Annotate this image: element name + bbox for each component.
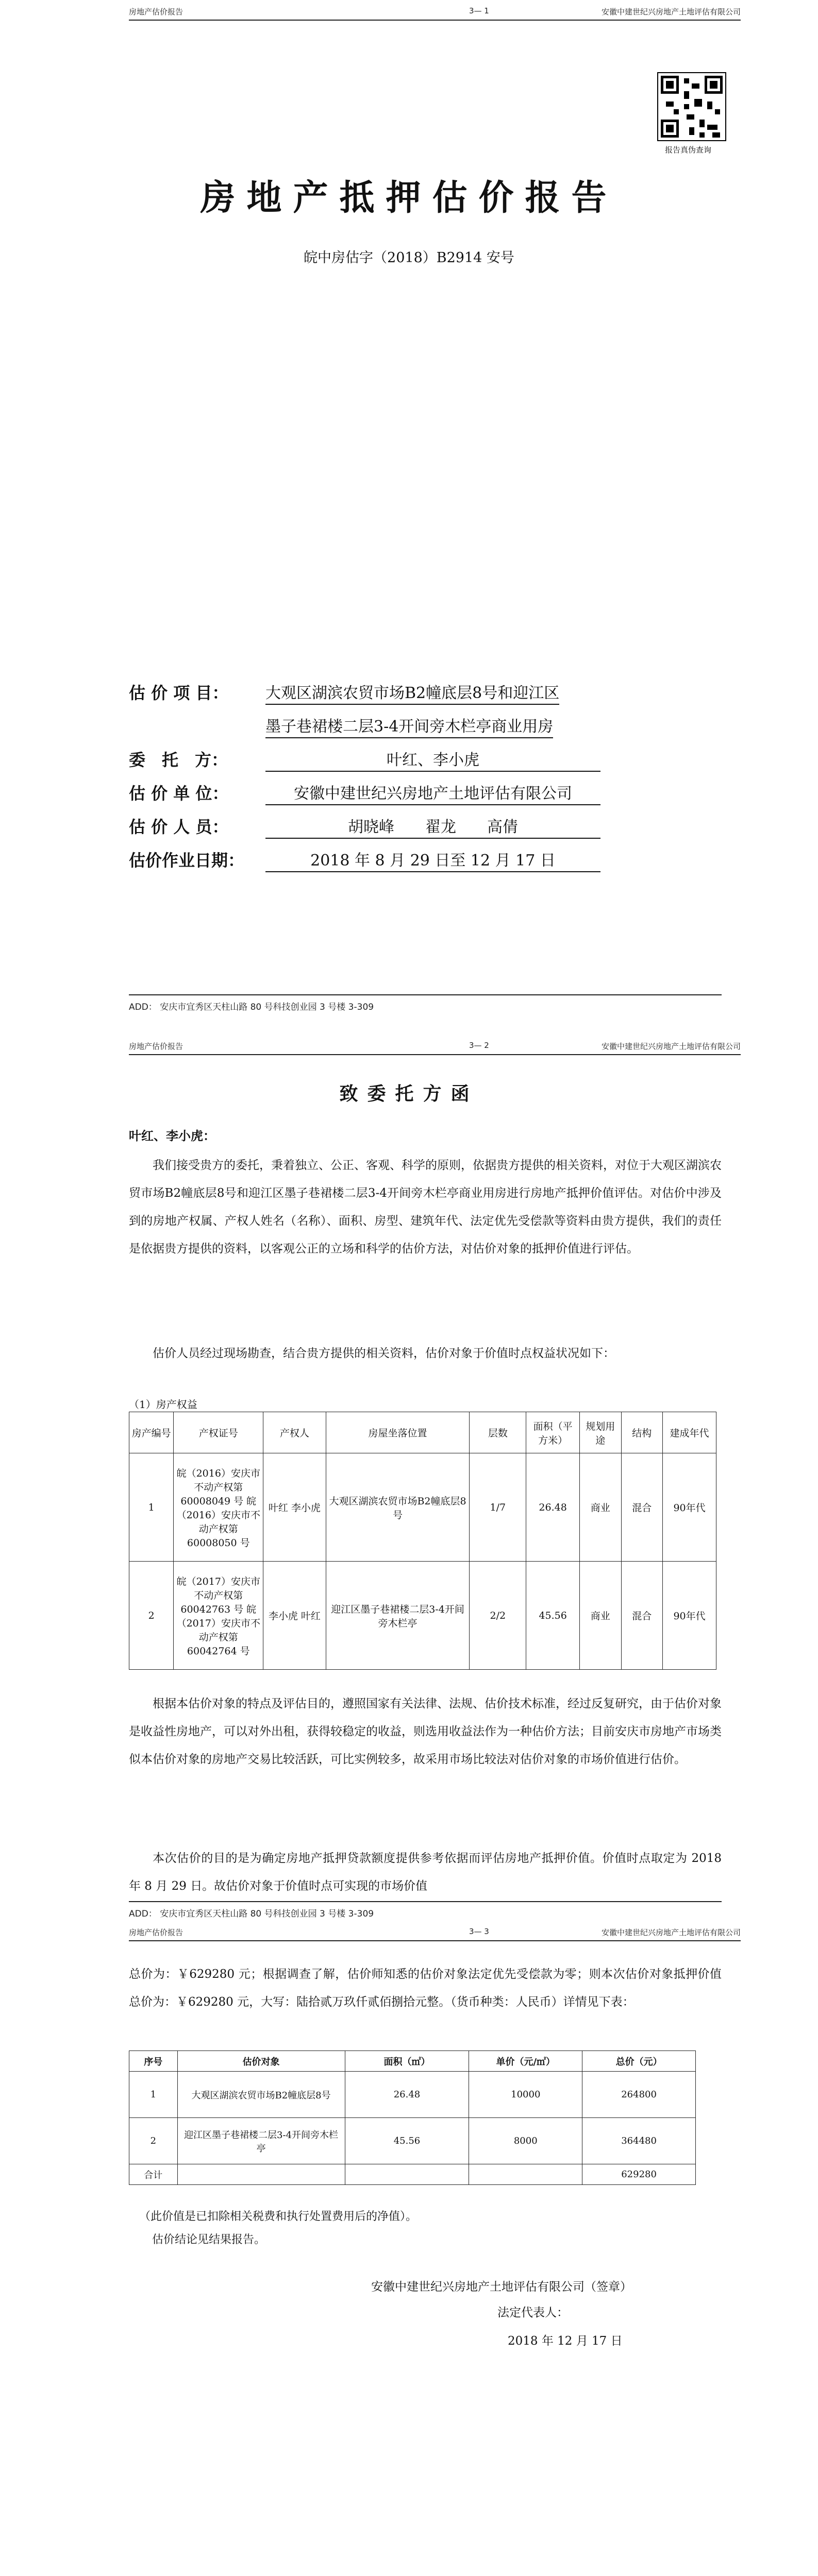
- table-row: [129, 2072, 696, 2118]
- col-header: 面积（㎡）: [345, 2051, 469, 2072]
- field-project-value: 大观区湖滨农贸市场B2幢底层8号和迎江区: [265, 680, 559, 705]
- unit-name: 安徽中建世纪兴房地产土地评估有限公司: [294, 785, 572, 803]
- letter-paragraph-2: 估价人员经过现场勘查，结合贵方提供的相关资料，估价对象于价值时点权益状况如下：: [153, 1347, 615, 1360]
- summary-note-1: （此价值是已扣除相关税费和执行处置费用后的净值）。: [139, 2210, 418, 2223]
- cell-no: 1: [129, 1453, 174, 1562]
- letter-title: 致委托方函: [339, 1083, 479, 1105]
- table-row: [129, 2118, 696, 2164]
- col-header: 估价对象: [177, 2051, 345, 2072]
- work-dates: 2018 年 8 月 29 日至 12 月 17 日: [310, 852, 556, 870]
- cell-total-label: 合计: [129, 2164, 178, 2185]
- sign-representative: 法定代表人：: [497, 2306, 569, 2319]
- page-footer: [129, 1901, 722, 1919]
- cell-unit-price: 10000: [469, 2072, 582, 2118]
- cell-floor: 2/2: [470, 1562, 526, 1670]
- client-names: 叶红、李小虎: [387, 751, 479, 769]
- qr-code-icon: [657, 72, 726, 141]
- field-date-label: 估价作业日期：: [129, 851, 245, 870]
- cell-use: 商业: [580, 1562, 622, 1670]
- header-right: 安徽中建世纪兴房地产土地评估有限公司: [601, 1928, 741, 1937]
- sign-company: 安徽中建世纪兴房地产土地评估有限公司（签章）: [371, 2280, 632, 2294]
- header-rule: [129, 1940, 741, 1941]
- cell-empty: [345, 2164, 469, 2185]
- cell-owner: 叶红 李小虎: [263, 1453, 326, 1562]
- header-rule: [129, 20, 741, 21]
- field-project-value2: 墨子巷裙楼二层3-4开间旁木栏亭商业用房: [265, 714, 553, 738]
- cell-year: 90年代: [663, 1453, 716, 1562]
- letter-paragraph-4: 本次估价的目的是为确定房地产抵押贷款额度提供参考依据而评估房地产抵押价值。价值时点取定为 2018 年 8 月 29 日。故估价对象于价值时点可实现的市场价值: [129, 1852, 722, 1893]
- col-header: 房产编号: [129, 1412, 174, 1453]
- table-row: [129, 1453, 716, 1562]
- header-page: 3— 2: [469, 1041, 489, 1050]
- cell-structure: 混合: [621, 1453, 663, 1562]
- cell-area: 26.48: [345, 2072, 469, 2118]
- field-date-value: [265, 848, 600, 872]
- report-doc-no: 皖中房估字（2018）B2914 安号: [304, 250, 514, 266]
- cell-floor: 1/7: [470, 1453, 526, 1562]
- letter-paragraph-3: 根据本估价对象的特点及评估目的，遵照国家有关法律、法规、估价技术标准，经过反复研究，由于估价对象是收益性房地产，可以对外出租，获得较稳定的收益，则选用收益法作为一种估价方法；目前安庆市房地产市场类似本估价对象的房地产交易比较活跃，可比实例较多，故采用市场比较法对估价对象的市场价值进行估价。: [129, 1697, 722, 1766]
- cell-owner: 李小虎 叶红: [263, 1562, 326, 1670]
- col-header: 规划用途: [580, 1412, 622, 1453]
- header-right: 安徽中建世纪兴房地产土地评估有限公司: [601, 7, 741, 16]
- field-project-label: 估 价 项 目：: [129, 683, 229, 703]
- cell-no: 1: [129, 2072, 178, 2118]
- col-header: 序号: [129, 2051, 178, 2072]
- col-header: 建成年代: [663, 1412, 716, 1453]
- cell-unit-price: 8000: [469, 2118, 582, 2164]
- property-table: [129, 1412, 716, 1670]
- col-header: 层数: [470, 1412, 526, 1453]
- cell-year: 90年代: [663, 1562, 716, 1670]
- cell-no: 2: [129, 1562, 174, 1670]
- cell-object: 大观区湖滨农贸市场B2幢底层8号: [177, 2072, 345, 2118]
- field-staff-label: 估 价 人 员：: [129, 817, 229, 837]
- header-page: 3— 3: [469, 1927, 489, 1936]
- header-left: 房地产估价报告: [129, 7, 183, 16]
- summary-note-2: 估价结论见结果报告。: [152, 2233, 266, 2246]
- cell-cert: 皖（2016）安庆市不动产权第 60008049 号 皖（2016）安庆市不动产权第 60008050 号: [174, 1453, 263, 1562]
- cell-location: 大观区湖滨农贸市场B2幢底层8号: [326, 1453, 470, 1562]
- page-header: [77, 1041, 741, 1066]
- header-right: 安徽中建世纪兴房地产土地评估有限公司: [601, 1042, 741, 1051]
- table-row: [129, 1562, 716, 1670]
- field-unit-label: 估 价 单 位：: [129, 784, 229, 803]
- page-1: [0, 0, 818, 1036]
- sign-date: 2018 年 12 月 17 日: [508, 2334, 623, 2348]
- cell-area: 45.56: [526, 1562, 580, 1670]
- report-title: 房地产抵押估价报告: [200, 177, 618, 218]
- col-header: 房屋坐落位置: [326, 1412, 470, 1453]
- header-page: 3— 1: [469, 6, 489, 15]
- col-header: 面积（平方米）: [526, 1412, 580, 1453]
- cell-total-value: 629280: [582, 2164, 696, 2185]
- col-header: 单价（元/㎡）: [469, 2051, 582, 2072]
- qr-caption: 报告真伪查询: [665, 145, 712, 155]
- page-header: [77, 1927, 741, 1953]
- staff-names: 胡晓峰 翟龙 高倩: [348, 818, 518, 836]
- summary-paragraph: 总价为：￥629280 元；根据调查了解，估价师知悉的估价对象法定优先受偿款为零；则本次估价对象抵押价值总价为：￥629280 元，大写：陆拾贰万玖仟贰佰捌拾元整。（货币种类：人民币）详情见下表：: [129, 1968, 722, 2009]
- cell-structure: 混合: [621, 1562, 663, 1670]
- cell-use: 商业: [580, 1453, 622, 1562]
- cell-area: 45.56: [345, 2118, 469, 2164]
- page-2: [0, 1036, 818, 2066]
- page-footer: [129, 994, 722, 1012]
- letter-paragraph-1: 我们接受贵方的委托，秉着独立、公正、客观、科学的原则，依据贵方提供的相关资料，对位于大观区湖滨农贸市场B2幢底层8号和迎江区墨子巷裙楼二层3-4开间旁木栏亭商业用房进行房地产抵押价值评估。对估价中涉及到的房地产权属、产权人姓名（名称）、面积、房型、建筑年代、法定优先受偿款等资料由贵方提供，我们的责任是依据贵方提供的资料，以客观公正的立场和科学的估价方法，对估价对象的抵押价值进行评估。: [129, 1159, 722, 1256]
- valuation-table: [129, 2050, 696, 2185]
- footer-address: ADD： 安庆市宜秀区天柱山路 80 号科技创业园 3 号楼 3-309: [129, 1002, 374, 1012]
- table-caption: （1）房产权益: [129, 1398, 197, 1411]
- cell-no: 2: [129, 2118, 178, 2164]
- letter-salutation: 叶红、李小虎：: [129, 1128, 215, 1143]
- field-client-value: [265, 747, 600, 772]
- page-3: [0, 1922, 818, 2576]
- cell-empty: [177, 2164, 345, 2185]
- footer-rule: [129, 1901, 722, 1902]
- table-header-row: [129, 2051, 696, 2072]
- cell-total: 364480: [582, 2118, 696, 2164]
- footer-rule: [129, 994, 722, 995]
- cell-cert: 皖（2017）安庆市不动产权第 60042763 号 皖（2017）安庆市不动产权第 60042764 号: [174, 1562, 263, 1670]
- header-rule: [129, 1054, 741, 1055]
- header-left: 房地产估价报告: [129, 1928, 183, 1937]
- cell-area: 26.48: [526, 1453, 580, 1562]
- table-total-row: [129, 2164, 696, 2185]
- footer-address: ADD： 安庆市宜秀区天柱山路 80 号科技创业园 3 号楼 3-309: [129, 1909, 374, 1919]
- field-client-label: 委 托 方：: [129, 750, 228, 770]
- col-header: 产权人: [263, 1412, 326, 1453]
- cell-location: 迎江区墨子巷裙楼二层3-4开间旁木栏亭: [326, 1562, 470, 1670]
- col-header: 产权证号: [174, 1412, 263, 1453]
- col-header: 总价（元）: [582, 2051, 696, 2072]
- table-header-row: [129, 1412, 716, 1453]
- header-left: 房地产估价报告: [129, 1042, 183, 1051]
- cell-total: 264800: [582, 2072, 696, 2118]
- page-header: [77, 6, 741, 32]
- cell-object: 迎江区墨子巷裙楼二层3-4开间旁木栏亭: [177, 2118, 345, 2164]
- field-unit-value: [265, 781, 600, 805]
- col-header: 结构: [621, 1412, 663, 1453]
- cell-empty: [469, 2164, 582, 2185]
- field-staff-value: [265, 814, 600, 839]
